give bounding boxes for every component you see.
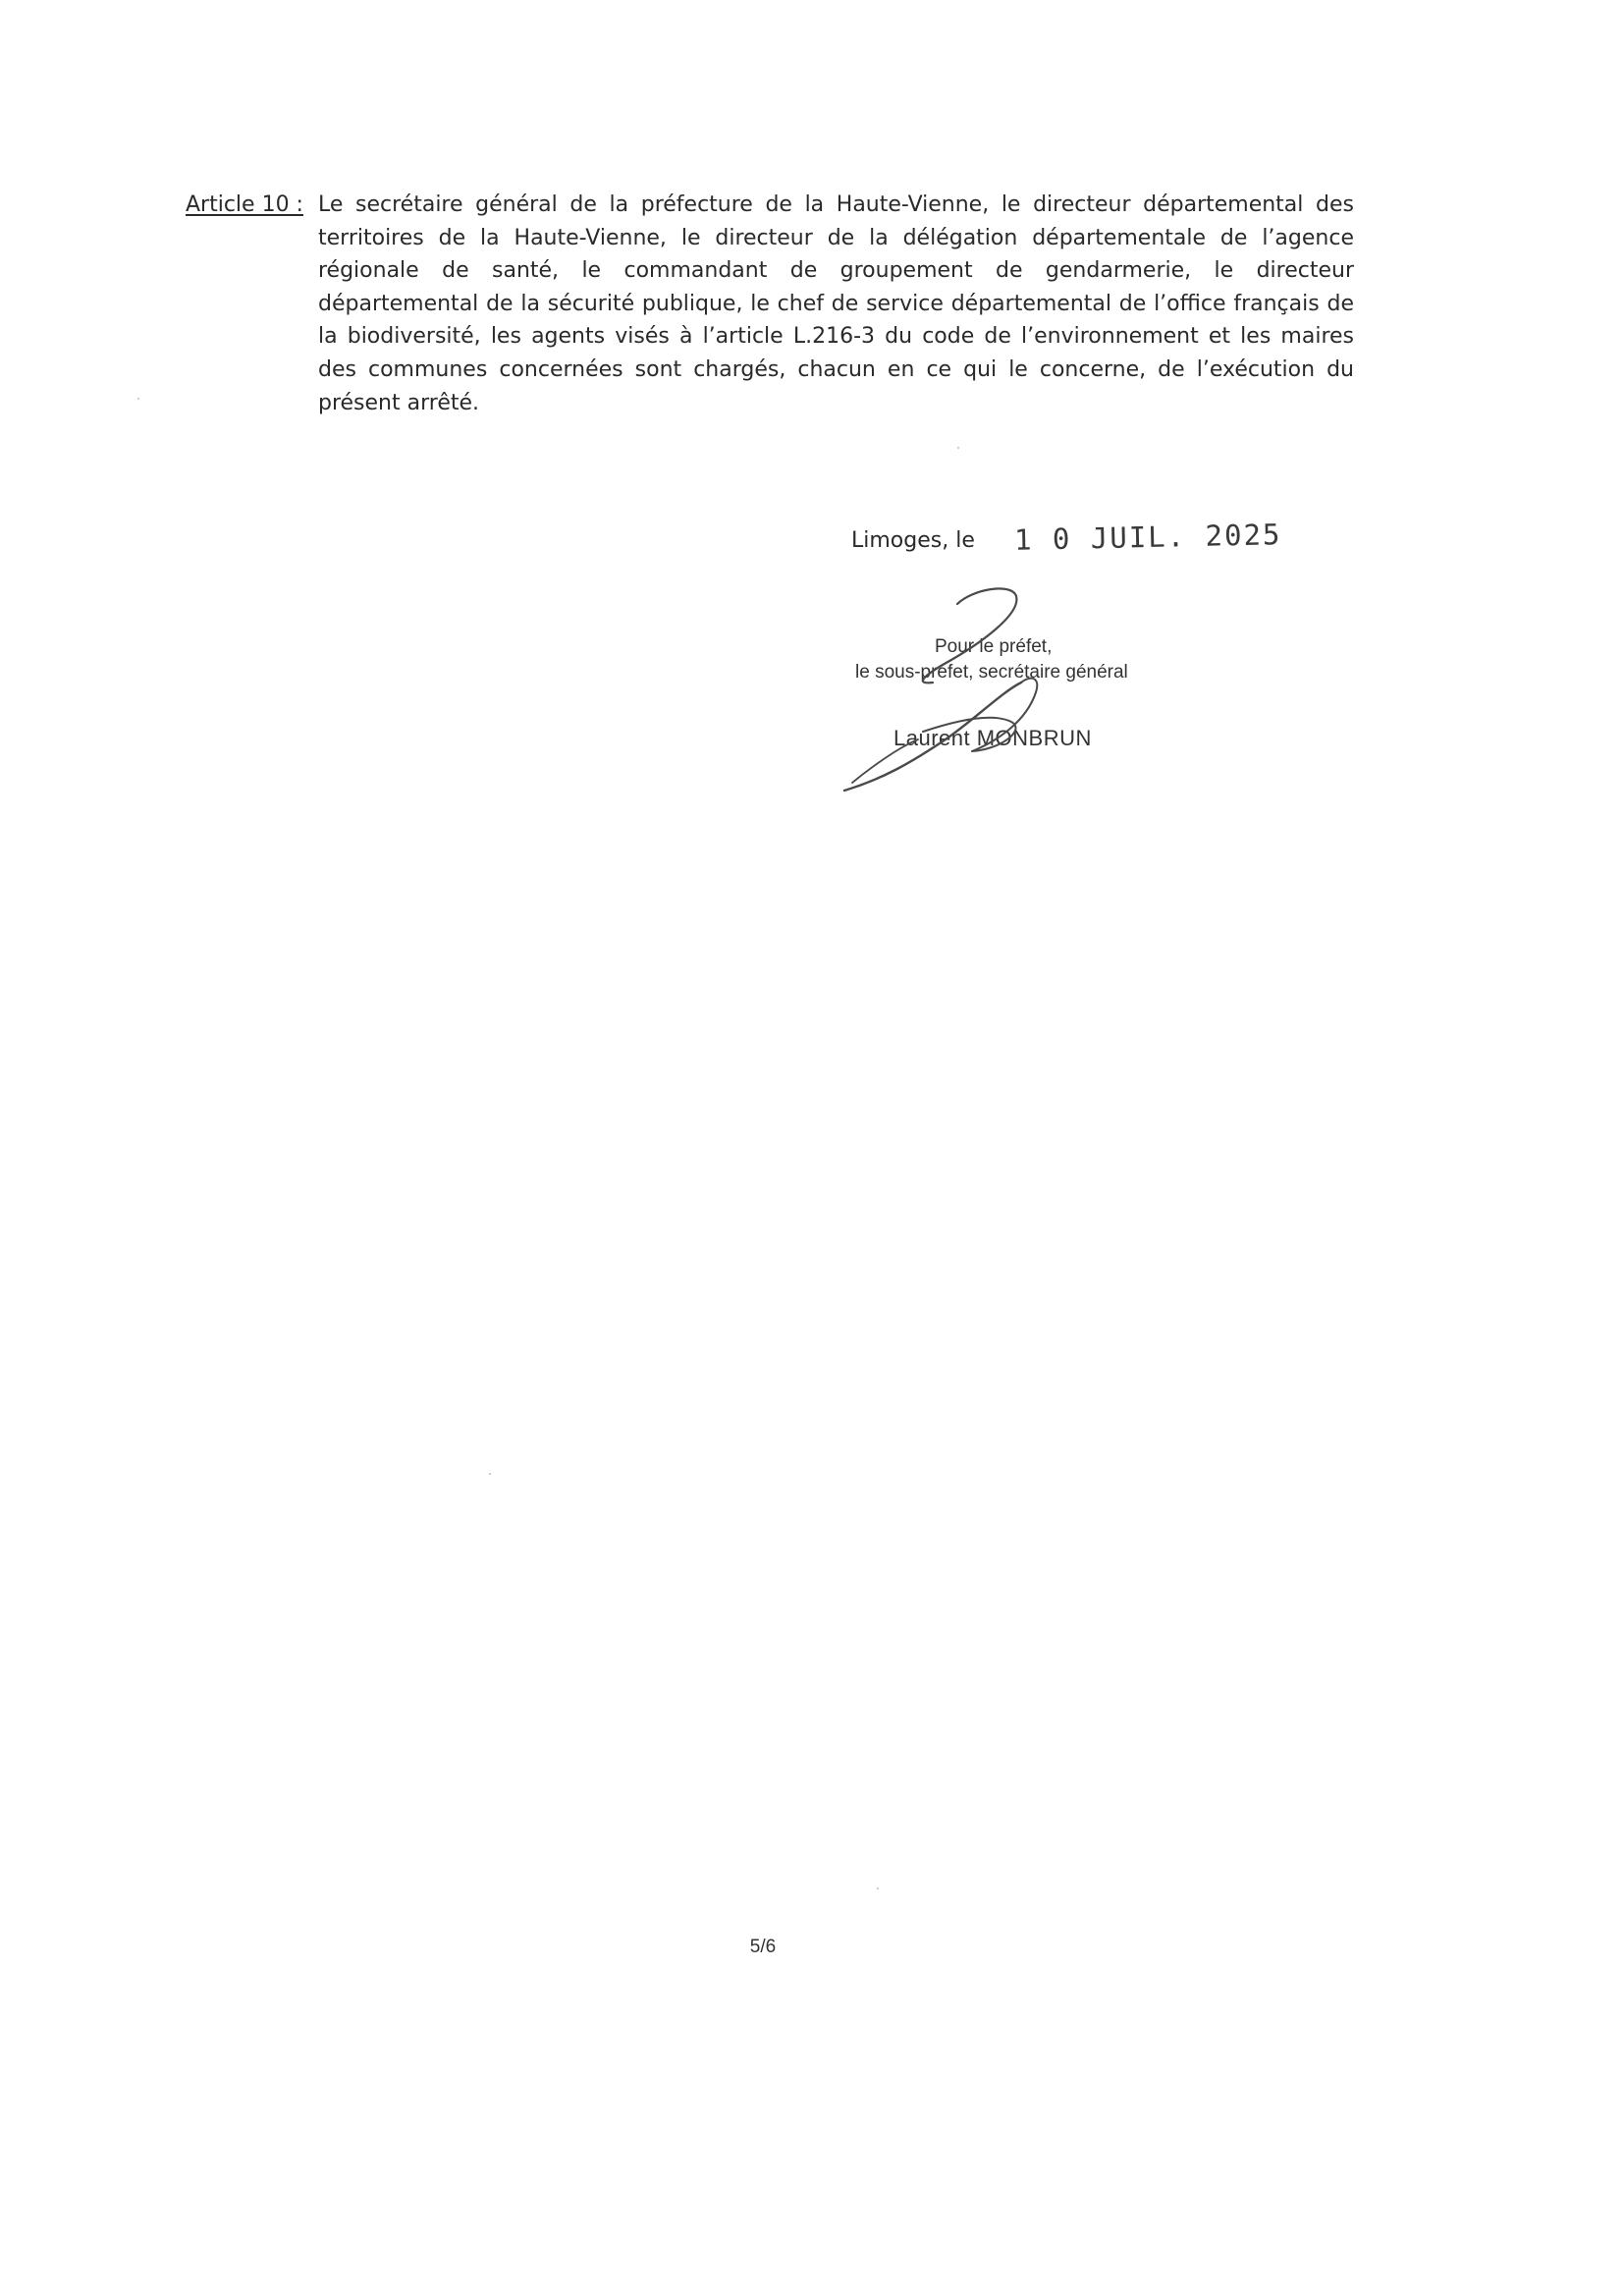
signatory-line-pour-le-prefet: Pour le préfet, bbox=[935, 636, 1053, 657]
article-body: Le secrétaire général de la préfecture de la Haute-Vienne, le directeur départemental des territoires de la Haute-Vienne, le directeur de la délégation départementale de l’agence régionale de santé, le commandant de groupement de gendarmerie, le directeur départemental de la sécurité publique, le chef de service départemental de l’office français de la biodiversité, les agents visés à l’article L.216-3 du code de l’environnement et les maires des communes concernées sont chargés, chacun en ce qui le concerne, de l’exécution du présent arrêté. bbox=[318, 192, 1354, 415]
handwritten-signature-icon bbox=[825, 574, 1100, 800]
date-stamp: 1 0 JUIL. 2025 bbox=[1013, 518, 1282, 557]
scan-speck bbox=[489, 1473, 491, 1475]
signatory-name: Laurent MONBRUN bbox=[893, 726, 1092, 750]
page-number: 5/6 bbox=[749, 1937, 777, 1957]
scan-speck bbox=[137, 398, 139, 400]
signatory-title: le sous-préfet, secrétaire général bbox=[855, 662, 1128, 683]
article-label: Article 10 : bbox=[186, 192, 303, 217]
scan-speck bbox=[957, 447, 959, 449]
place-label: Limoges, le bbox=[851, 528, 975, 553]
scan-speck bbox=[877, 1887, 879, 1889]
